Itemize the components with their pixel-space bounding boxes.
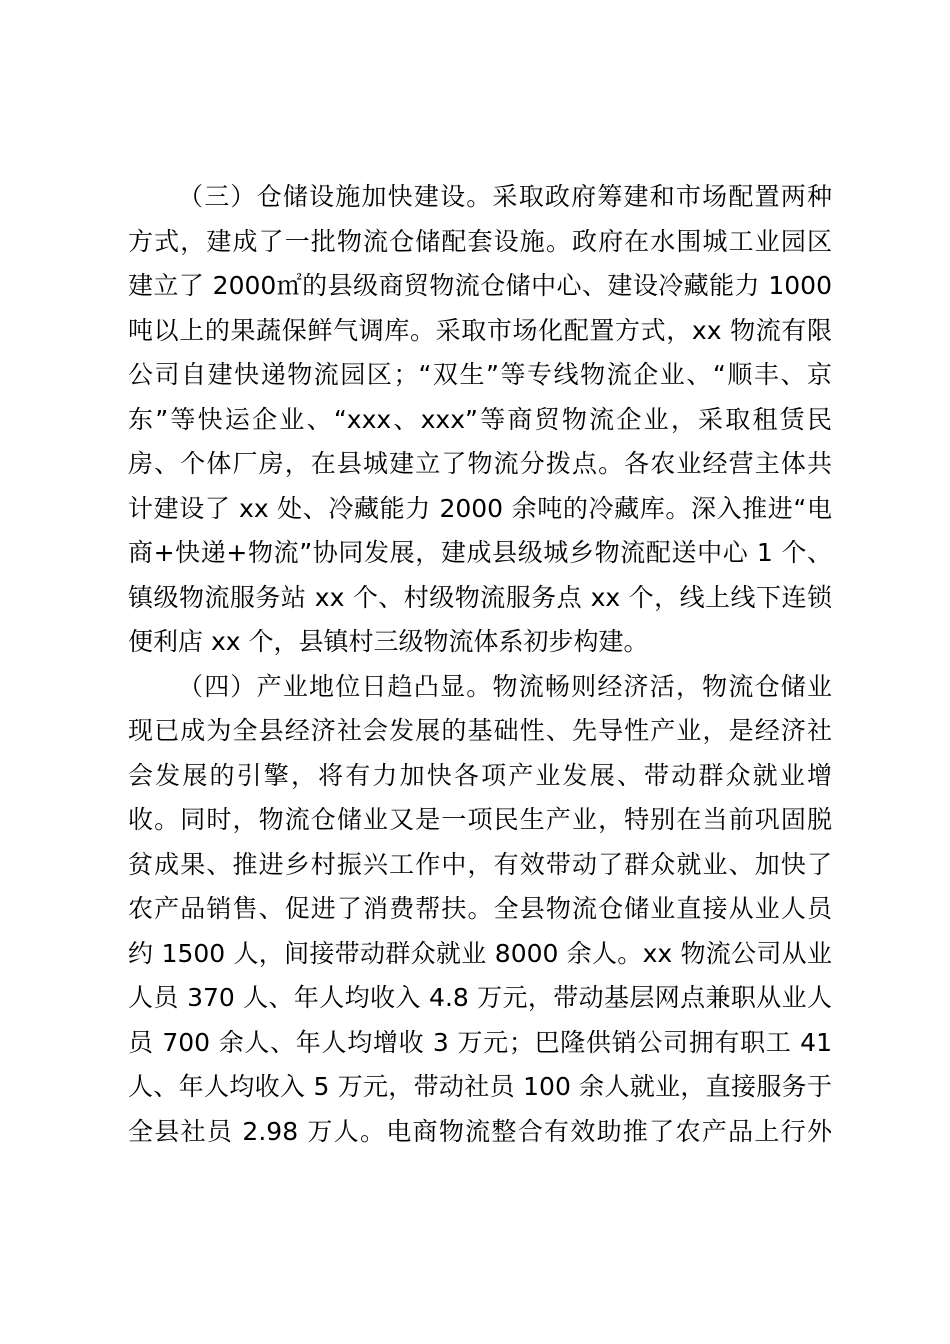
paragraph-warehousing <box>128 175 832 665</box>
text-line: 现已成为全县经济社会发展的基础性、先导性产业，是经济社 <box>128 716 832 745</box>
text-line: 员 700 余人、年人均增收 3 万元；巴隆供销公司拥有职工 41 <box>128 1027 832 1057</box>
text-line: 人员 370 人、年人均收入 4.8 万元，带动基层网点兼职从业人 <box>128 983 832 1012</box>
text-line: 商+快递+物流”协同发展，建成县级城乡物流配送中心 1 个、 <box>128 538 832 567</box>
text-line: 人、年人均收入 5 万元，带动社员 100 余人就业，直接服务于 <box>128 1072 832 1101</box>
text-line: 方式，建成了一批物流仓储配套设施。政府在水围城工业园区 <box>128 226 832 256</box>
text-line: （四）产业地位日趋凸显。物流畅则经济活，物流仓储业 <box>178 671 832 701</box>
text-line: 农产品销售、促进了消费帮扶。全县物流仓储业直接从业人员 <box>128 894 832 923</box>
text-line: 收。同时，物流仓储业又是一项民生产业，特别在当前巩固脱 <box>128 805 832 834</box>
text-line: 便利店 xx 个，县镇村三级物流体系初步构建。 <box>128 627 649 656</box>
body-text <box>128 175 832 1154</box>
text-line: 计建设了 xx 处、冷藏能力 2000 余吨的冷藏库。深入推进“电 <box>128 493 832 523</box>
text-line: 会发展的引擎，将有力加快各项产业发展、带动群众就业增 <box>128 760 832 790</box>
text-line: （三）仓储设施加快建设。采取政府筹建和市场配置两种 <box>178 182 832 211</box>
text-line: 建立了 2000㎡的县级商贸物流仓储中心、建设冷藏能力 1000 <box>128 271 832 300</box>
text-line: 房、个体厂房，在县城建立了物流分拨点。各农业经营主体共 <box>128 449 832 478</box>
text-line: 约 1500 人，间接带动群众就业 8000 余人。xx 物流公司从业 <box>128 938 832 968</box>
text-line: 公司自建快递物流园区；“双生”等专线物流企业、“顺丰、京 <box>128 360 832 389</box>
text-line: 镇级物流服务站 xx 个、村级物流服务点 xx 个，线上线下连锁 <box>128 582 832 612</box>
text-line: 吨以上的果蔬保鲜气调库。采取市场化配置方式，xx 物流有限 <box>128 315 832 345</box>
text-line: 贫成果、推进乡村振兴工作中，有效带动了群众就业、加快了 <box>128 849 832 879</box>
paragraph-industry-status <box>128 665 832 1155</box>
text-line: 东”等快运企业、“xxx、xxx”等商贸物流企业，采取租赁民 <box>128 404 832 434</box>
text-line: 全县社员 2.98 万人。电商物流整合有效助推了农产品上行外 <box>128 1116 832 1146</box>
